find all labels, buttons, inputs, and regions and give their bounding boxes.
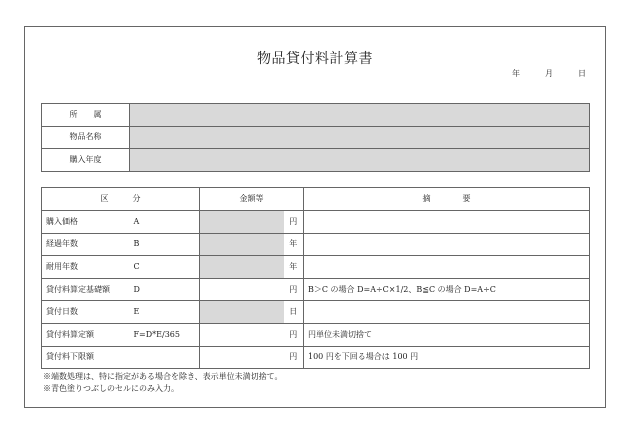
row-label: 貸付日数 xyxy=(42,301,130,324)
row-remarks xyxy=(304,233,590,256)
date-day-field[interactable] xyxy=(555,68,576,80)
row-minimum-fee xyxy=(42,346,590,369)
form-title: 物品貸付料計算書 xyxy=(257,51,373,67)
footnote-rounding: ※端数処理は、特に指定がある場合を除き、表示単位未満切捨て。 xyxy=(43,372,283,381)
row-loan-fee xyxy=(42,323,590,346)
date-day-label: 日 xyxy=(578,69,586,78)
row-remarks xyxy=(304,301,590,324)
info-row-department xyxy=(42,104,590,127)
elapsed-years-input[interactable] xyxy=(200,233,284,256)
purchase-price-input[interactable] xyxy=(200,211,284,234)
row-label: 経過年数 xyxy=(42,233,130,256)
date-month-field[interactable] xyxy=(522,68,543,80)
header-category: 区 分 xyxy=(42,188,200,211)
row-symbol: E xyxy=(130,301,200,324)
row-remarks: B＞C の場合 D=A÷C×1/2、B≦C の場合 D=A÷C xyxy=(304,278,590,301)
loan-fee-value xyxy=(200,323,284,346)
row-remarks: 100 円を下回る場合は 100 円 xyxy=(304,346,590,369)
info-table xyxy=(41,103,590,172)
item-name-input[interactable] xyxy=(130,126,590,149)
row-symbol: F=D*E/365 xyxy=(130,323,200,346)
date-year-label: 年 xyxy=(512,69,520,78)
row-label: 貸付料算定額 xyxy=(42,323,130,346)
date-year-field[interactable] xyxy=(470,68,510,80)
row-label: 耐用年数 xyxy=(42,256,130,279)
purchase-year-input[interactable] xyxy=(130,149,590,172)
department-input[interactable] xyxy=(130,104,590,127)
row-unit: 円 xyxy=(284,346,304,369)
row-purchase-price xyxy=(42,211,590,234)
purchase-year-label: 購入年度 xyxy=(42,149,130,172)
info-row-item-name xyxy=(42,126,590,149)
footnotes xyxy=(43,371,283,395)
row-unit: 円 xyxy=(284,323,304,346)
useful-life-input[interactable] xyxy=(200,256,284,279)
header-amount: 金額等 xyxy=(200,188,304,211)
header-remarks: 摘 要 xyxy=(304,188,590,211)
minimum-fee-value xyxy=(200,346,284,369)
row-symbol: A xyxy=(130,211,200,234)
row-unit: 年 xyxy=(284,233,304,256)
row-unit: 日 xyxy=(284,301,304,324)
calculation-header-row xyxy=(42,188,590,211)
footnote-input-cells: ※青色塗りつぶしのセルにのみ入力。 xyxy=(43,384,179,393)
info-row-purchase-year xyxy=(42,149,590,172)
row-symbol: B xyxy=(130,233,200,256)
date-month-label: 月 xyxy=(545,69,553,78)
row-loan-days xyxy=(42,301,590,324)
row-unit: 円 xyxy=(284,211,304,234)
row-label: 購入価格 xyxy=(42,211,130,234)
row-symbol xyxy=(130,346,200,369)
item-name-label: 物品名称 xyxy=(42,126,130,149)
loan-days-input[interactable] xyxy=(200,301,284,324)
row-label: 貸付料算定基礎額 xyxy=(42,278,130,301)
row-symbol: C xyxy=(130,256,200,279)
row-label: 貸付料下限額 xyxy=(42,346,130,369)
department-label: 所 属 xyxy=(42,104,130,127)
row-remarks xyxy=(304,211,590,234)
row-unit: 円 xyxy=(284,278,304,301)
row-useful-life xyxy=(42,256,590,279)
row-symbol: D xyxy=(130,278,200,301)
row-remarks xyxy=(304,256,590,279)
row-remarks: 円単位未満切捨て xyxy=(304,323,590,346)
base-amount-value xyxy=(200,278,284,301)
row-unit: 年 xyxy=(284,256,304,279)
calculation-table xyxy=(41,187,590,369)
row-elapsed-years xyxy=(42,233,590,256)
row-base-amount xyxy=(42,278,590,301)
